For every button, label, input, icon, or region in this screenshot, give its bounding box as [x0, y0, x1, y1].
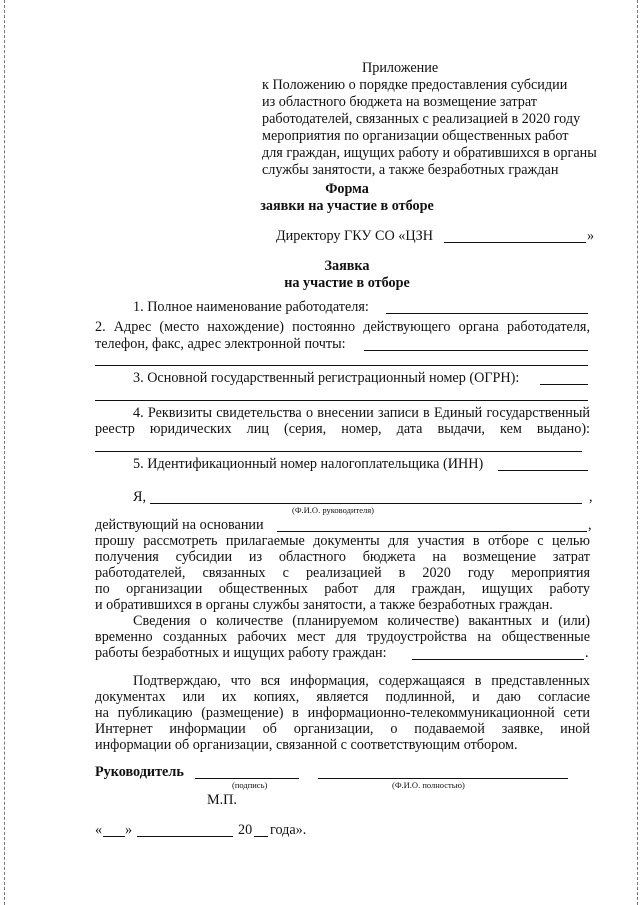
addressee-close: » [587, 228, 595, 244]
addressee-blank[interactable] [444, 242, 586, 243]
request-line-5: и обратившихся в органы службы занятости, а также безработных граждан. [95, 597, 553, 613]
page-edge-left [4, 0, 7, 905]
head-label: Руководитель [95, 764, 184, 780]
signature-caption: (подпись) [232, 780, 268, 790]
item-2-line-2: телефон, факс, адрес электронной почты: [95, 336, 346, 352]
acting-label: действующий на основании [95, 517, 264, 533]
signature-blank[interactable] [195, 778, 299, 779]
certificate-blank[interactable] [95, 451, 582, 452]
vacancies-line-2: временно созданных рабочих мест для трудоустройства на общественные [95, 629, 590, 645]
head-fullname-caption: (Ф.И.О. полностью) [392, 780, 465, 790]
appendix-line-3: работодателей, связанных с реализацией в 2020 году [262, 111, 581, 127]
stamp-label: М.П. [207, 792, 237, 808]
appendix-line-1: к Положению о порядке предоставления субсидии [262, 77, 568, 93]
item-3-label: 3. Основной государственный регистрационный номер (ОГРН): [133, 370, 520, 386]
request-line-1: прошу рассмотреть прилагаемые документы для участия в отборе с целью [95, 533, 590, 549]
item-4-line-2: реестр юридических лиц (серия, номер, дата выдачи, кем выдано): [95, 421, 590, 437]
employer-name-blank[interactable] [386, 313, 588, 314]
address-blank-2[interactable] [95, 365, 588, 366]
vacancies-count-blank[interactable] [412, 659, 584, 660]
page-edge-right [635, 0, 638, 905]
director-name-blank[interactable] [150, 503, 582, 504]
head-fullname-blank[interactable] [318, 778, 568, 779]
item-2-line-1: 2. Адрес (место нахождение) постоянно действующего органа работодателя, [95, 319, 590, 335]
form-subtitle: заявки на участие в отборе [260, 198, 434, 214]
form-title: Форма [325, 181, 369, 197]
basis-blank[interactable] [277, 531, 587, 532]
vacancies-line-3: работы безработных и ищущих работу граждан: [95, 645, 387, 661]
item-1-label: 1. Полное наименование работодателя: [133, 299, 369, 315]
appendix-title: Приложение [362, 60, 439, 76]
confirm-line-2: документах или их копиях, является подлинной, и даю согласие [95, 689, 590, 705]
item-4-line-1: 4. Реквизиты свидетельства о внесении записи в Единый государственный [133, 405, 590, 421]
i-am-comma: , [589, 489, 593, 505]
confirm-line-1: Подтверждаю, что вся информация, содержащаяся в представленных [133, 673, 590, 689]
appendix-line-2: из областного бюджета на возмещение затрат [262, 94, 538, 110]
date-year-blank[interactable] [254, 836, 268, 837]
vacancies-line-1: Сведения о количестве (планируемом количестве) вакантных и (или) [133, 613, 590, 629]
appendix-line-4: мероприятия по организации общественных работ [262, 128, 569, 144]
addressee-text: Директору ГКУ СО «ЦЗН [276, 228, 433, 244]
date-year-suffix: года». [270, 822, 307, 838]
vacancies-period: . [585, 645, 589, 661]
request-line-4: по организации общественных работ для граждан, ищущих работу [95, 581, 590, 597]
director-name-caption: (Ф.И.О. руководителя) [292, 505, 374, 515]
inn-blank[interactable] [498, 470, 588, 471]
confirm-line-5: информации об организации, связанной с соответствующим отбором. [95, 737, 518, 753]
acting-comma: , [588, 517, 592, 533]
appendix-line-6: службы занятости, а также безработных граждан [262, 162, 559, 178]
date-open-quote: « [95, 822, 103, 838]
request-line-2: получения субсидии из областного бюджета на возмещение затрат [95, 549, 590, 565]
application-title: Заявка [324, 258, 370, 274]
confirm-line-3: на публикацию (размещение) в информационно-телекоммуникационной сети [95, 705, 590, 721]
i-am-label: Я, [133, 489, 147, 505]
confirm-line-4: Интернет информации об организации, о подаваемой заявке, иной [95, 721, 590, 737]
ogrn-blank-2[interactable] [95, 400, 588, 401]
date-year-prefix: 20 [238, 822, 253, 838]
address-blank-1[interactable] [364, 350, 588, 351]
ogrn-blank-1[interactable] [540, 384, 588, 385]
item-5-label: 5. Идентификационный номер налогоплательщика (ИНН) [133, 456, 484, 472]
date-close-quote: » [125, 822, 133, 838]
date-month-blank[interactable] [137, 836, 233, 837]
appendix-line-5: для граждан, ищущих работу и обратившихся в органы [262, 145, 597, 161]
date-day-blank[interactable] [103, 836, 125, 837]
request-line-3: работодателей, связанных с реализацией в 2020 году мероприятия [95, 565, 590, 581]
application-subtitle: на участие в отборе [284, 275, 410, 291]
